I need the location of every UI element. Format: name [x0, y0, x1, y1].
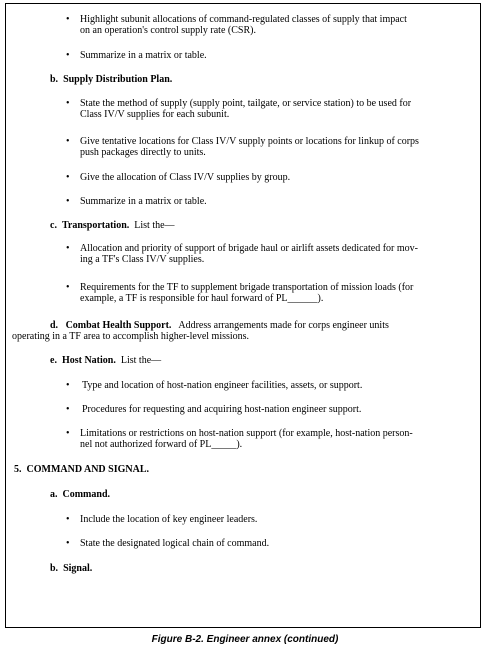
bullet-icon: •	[66, 172, 70, 183]
paragraph-line: Requirements for the TF to supplement brigade transportation of mission loads (for	[80, 282, 414, 293]
paragraph-line: Give tentative locations for Class IV/V supply points or locations for linkup of corps	[80, 136, 419, 147]
section-heading-signal	[50, 563, 92, 574]
bullet-icon: •	[66, 98, 70, 109]
section-intro: Address arrangements made for corps engineer units	[178, 320, 389, 331]
bullet-icon: •	[66, 514, 70, 525]
paragraph-line: Highlight subunit allocations of command-regulated classes of supply that impact	[80, 14, 407, 25]
section-heading-c	[50, 220, 175, 231]
figure-frame	[5, 3, 481, 628]
section-title: COMMAND AND SIGNAL.	[26, 464, 149, 475]
paragraph-line: State the designated logical chain of command.	[80, 538, 270, 549]
bullet-icon: •	[66, 538, 70, 549]
paragraph-line: ing a TF's Class IV/V supplies.	[80, 254, 205, 265]
section-label: b.	[50, 563, 59, 574]
figure-caption: Figure B-2. Engineer annex (continued)	[151, 634, 339, 645]
section-title: Transportation.	[61, 220, 130, 231]
section-intro: List the—	[120, 355, 162, 366]
paragraph-line: Type and location of host-nation engineer facilities, assets, or support.	[82, 380, 363, 391]
paragraph-line: Give the allocation of Class IV/V supplies by group.	[80, 172, 291, 183]
bullet-icon: •	[66, 282, 70, 293]
section-title: Host Nation.	[61, 355, 116, 366]
paragraph-line: on an operation's control supply rate (CSR).	[80, 25, 256, 36]
paragraph-line: Summarize in a matrix or table.	[80, 50, 207, 61]
section-label: d.	[50, 320, 59, 331]
bullet-icon: •	[66, 196, 70, 207]
bullet-icon: •	[66, 50, 70, 61]
section-heading-e	[50, 355, 161, 366]
paragraph-line: Limitations or restrictions on host-nation support (for example, host-nation person-	[80, 428, 413, 439]
paragraph-line: Include the location of key engineer leaders.	[80, 514, 258, 525]
section-label: 5.	[14, 464, 22, 475]
section-label: a.	[50, 489, 58, 500]
bullet-icon: •	[66, 380, 70, 391]
section-label: e.	[50, 355, 57, 366]
section-heading-d	[50, 320, 389, 331]
bullet-icon: •	[66, 136, 70, 147]
section-heading-a	[50, 489, 110, 500]
paragraph-line: push packages directly to units.	[80, 147, 206, 158]
section-title: Signal.	[63, 563, 93, 574]
section-title: Combat Health Support.	[65, 320, 172, 331]
section-label: b.	[50, 74, 59, 85]
section-label: c.	[50, 220, 57, 231]
bullet-icon: •	[66, 428, 70, 439]
bullet-icon: •	[66, 404, 70, 415]
section-heading-b	[50, 74, 172, 85]
section-title: Command.	[62, 489, 111, 500]
paragraph-line: operating in a TF area to accomplish higher-level missions.	[12, 331, 250, 342]
paragraph-line: Summarize in a matrix or table.	[80, 196, 207, 207]
paragraph-line: nel not authorized forward of PL_____).	[80, 439, 243, 450]
paragraph-line: Allocation and priority of support of brigade haul or airlift assets dedicated for mov-	[80, 243, 418, 254]
section-intro: List the—	[134, 220, 175, 231]
bullet-icon: •	[66, 243, 70, 254]
paragraph-line: Procedures for requesting and acquiring host-nation engineer support.	[82, 404, 362, 415]
paragraph-line: example, a TF is responsible for haul forward of PL______).	[80, 293, 324, 304]
section-heading-5	[14, 464, 149, 475]
paragraph-line: State the method of supply (supply point, tailgate, or service station) to be used for	[80, 98, 412, 109]
bullet-icon: •	[66, 14, 70, 25]
section-title: Supply Distribution Plan.	[63, 74, 173, 85]
paragraph-line: Class IV/V supplies for each subunit.	[80, 109, 230, 120]
